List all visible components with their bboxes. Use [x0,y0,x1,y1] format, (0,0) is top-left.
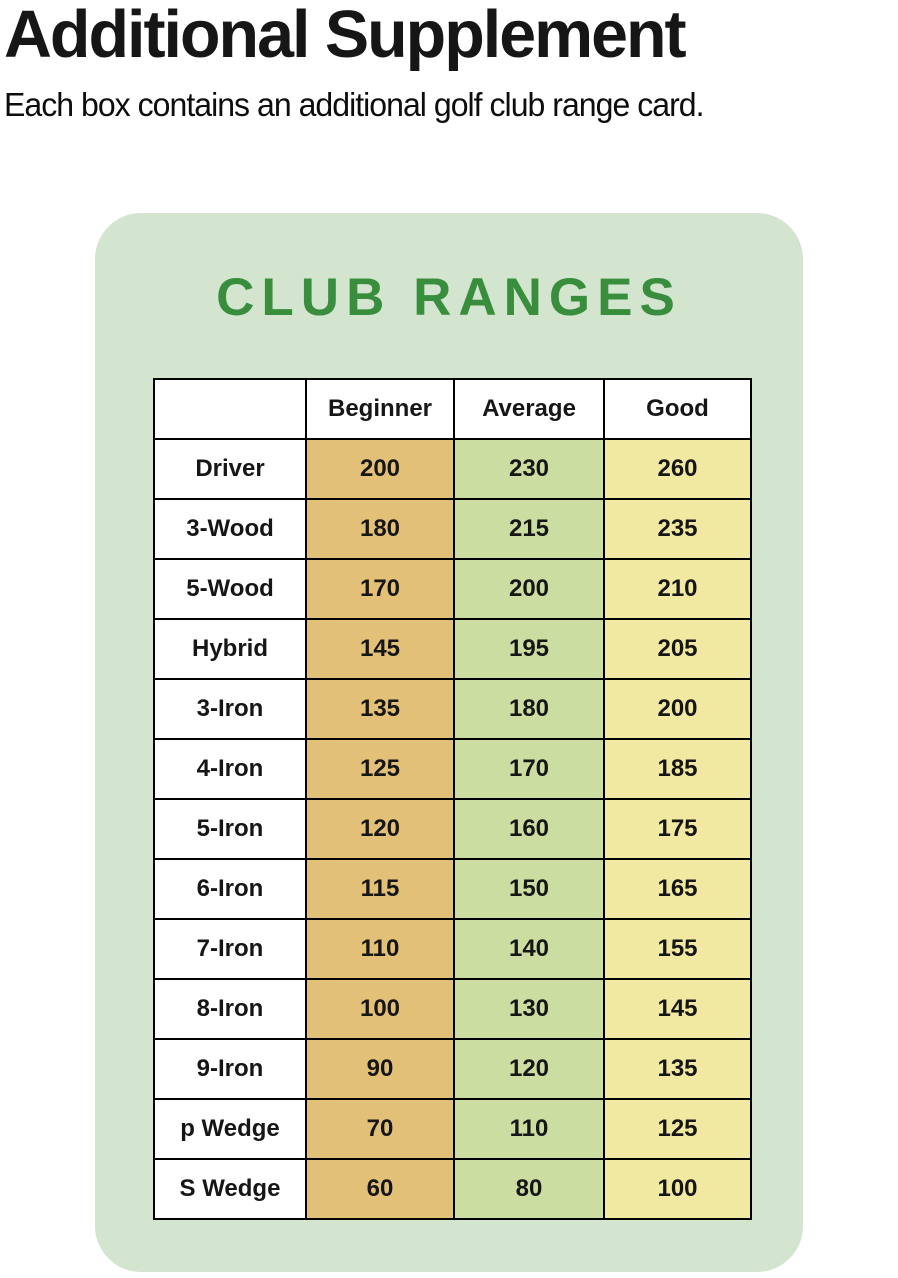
page-subtitle: Each box contains an additional golf club range card. [4,86,704,123]
table-header-row [154,379,751,439]
club-name: 3-Iron [154,679,306,739]
beginner-value: 110 [306,919,454,979]
table-row [154,799,751,859]
beginner-value: 125 [306,739,454,799]
beginner-value: 200 [306,439,454,499]
table-row [154,619,751,679]
beginner-value: 90 [306,1039,454,1099]
average-value: 180 [454,679,604,739]
header-cell-good: Good [604,379,751,439]
average-value: 195 [454,619,604,679]
average-value: 110 [454,1099,604,1159]
good-value: 135 [604,1039,751,1099]
beginner-value: 170 [306,559,454,619]
club-name: p Wedge [154,1099,306,1159]
beginner-value: 180 [306,499,454,559]
good-value: 260 [604,439,751,499]
table-row [154,739,751,799]
average-value: 80 [454,1159,604,1219]
good-value: 100 [604,1159,751,1219]
club-name: 3-Wood [154,499,306,559]
club-name: 7-Iron [154,919,306,979]
club-name: 6-Iron [154,859,306,919]
club-ranges-card [95,213,803,1272]
average-value: 130 [454,979,604,1039]
beginner-value: 60 [306,1159,454,1219]
header-cell-average: Average [454,379,604,439]
club-name: Hybrid [154,619,306,679]
club-ranges-table [153,378,752,1220]
beginner-value: 145 [306,619,454,679]
average-value: 230 [454,439,604,499]
average-value: 170 [454,739,604,799]
table-row [154,1159,751,1219]
average-value: 140 [454,919,604,979]
beginner-value: 115 [306,859,454,919]
club-name: 9-Iron [154,1039,306,1099]
good-value: 175 [604,799,751,859]
average-value: 160 [454,799,604,859]
average-value: 200 [454,559,604,619]
header-cell-club [154,379,306,439]
good-value: 205 [604,619,751,679]
table-row [154,1099,751,1159]
table-row [154,499,751,559]
table-row [154,1039,751,1099]
table-row [154,679,751,739]
table-row [154,559,751,619]
good-value: 165 [604,859,751,919]
good-value: 210 [604,559,751,619]
beginner-value: 100 [306,979,454,1039]
header-cell-beginner: Beginner [306,379,454,439]
good-value: 125 [604,1099,751,1159]
good-value: 185 [604,739,751,799]
table-row [154,919,751,979]
table-row [154,979,751,1039]
club-name: 5-Wood [154,559,306,619]
beginner-value: 135 [306,679,454,739]
club-name: Driver [154,439,306,499]
club-name: S Wedge [154,1159,306,1219]
good-value: 235 [604,499,751,559]
good-value: 155 [604,919,751,979]
club-name: 5-Iron [154,799,306,859]
good-value: 145 [604,979,751,1039]
average-value: 120 [454,1039,604,1099]
average-value: 150 [454,859,604,919]
card-title: CLUB RANGES [216,268,682,327]
club-name: 8-Iron [154,979,306,1039]
average-value: 215 [454,499,604,559]
page-title: Additional Supplement [4,0,685,72]
club-name: 4-Iron [154,739,306,799]
good-value: 200 [604,679,751,739]
beginner-value: 120 [306,799,454,859]
table-row [154,439,751,499]
beginner-value: 70 [306,1099,454,1159]
table-row [154,859,751,919]
